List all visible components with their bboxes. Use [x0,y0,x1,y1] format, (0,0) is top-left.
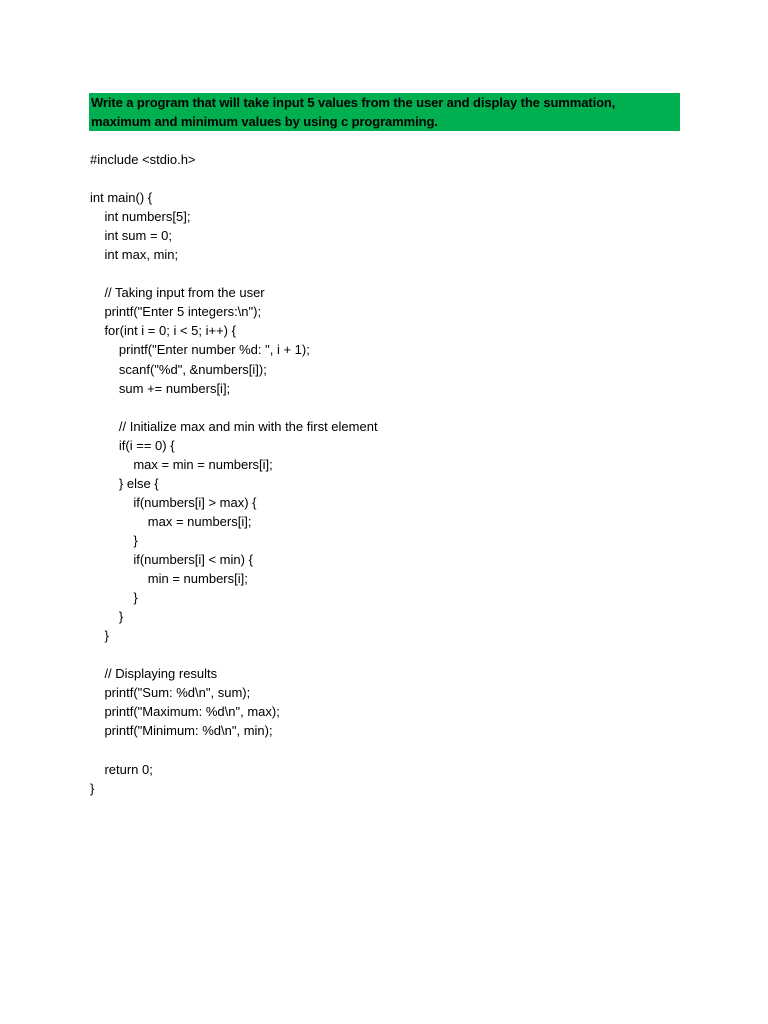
code-line: printf("Enter 5 integers:\n"); [90,304,262,320]
code-line: // Initialize max and min with the first element [90,418,378,434]
code-line: if(numbers[i] < min) { [90,551,253,567]
code-line: if(i == 0) { [90,437,175,453]
code-line: #include <stdio.h> [90,152,196,167]
code-line [90,169,378,188]
code-line [90,645,378,664]
code-line: return 0; [90,761,153,777]
code-line: int main() { [90,190,153,206]
question-heading: Write a program that will take input 5 values from the user and display the summation, maximum and minimum values by using c programming. [89,93,680,131]
code-line: printf("Enter number %d: ", i + 1); [90,342,310,358]
code-line: scanf("%d", &numbers[i]); [90,361,267,377]
code-line [90,740,378,759]
code-line: } [90,628,109,644]
code-line: min = numbers[i]; [90,571,248,587]
code-line: int max, min; [90,247,179,263]
code-line: int numbers[5]; [90,209,191,225]
code-line: int sum = 0; [90,228,173,244]
code-line: printf("Minimum: %d\n", min); [90,723,273,739]
code-line [90,398,378,417]
code-line: } [90,532,138,548]
code-line: printf("Sum: %d\n", sum); [90,685,251,701]
code-line: } [90,780,95,796]
code-line: max = min = numbers[i]; [90,456,273,472]
code-line: max = numbers[i]; [90,513,252,529]
code-line: if(numbers[i] > max) { [90,494,257,510]
code-line [90,264,378,283]
code-line: for(int i = 0; i < 5; i++) { [90,323,236,339]
code-line: } [90,590,138,606]
code-line: } else { [90,475,159,491]
code-line: // Displaying results [90,666,218,682]
code-line: sum += numbers[i]; [90,380,231,396]
code-line: // Taking input from the user [90,285,265,301]
code-line: } [90,609,124,625]
code-listing [90,150,378,798]
code-line: printf("Maximum: %d\n", max); [90,704,280,720]
